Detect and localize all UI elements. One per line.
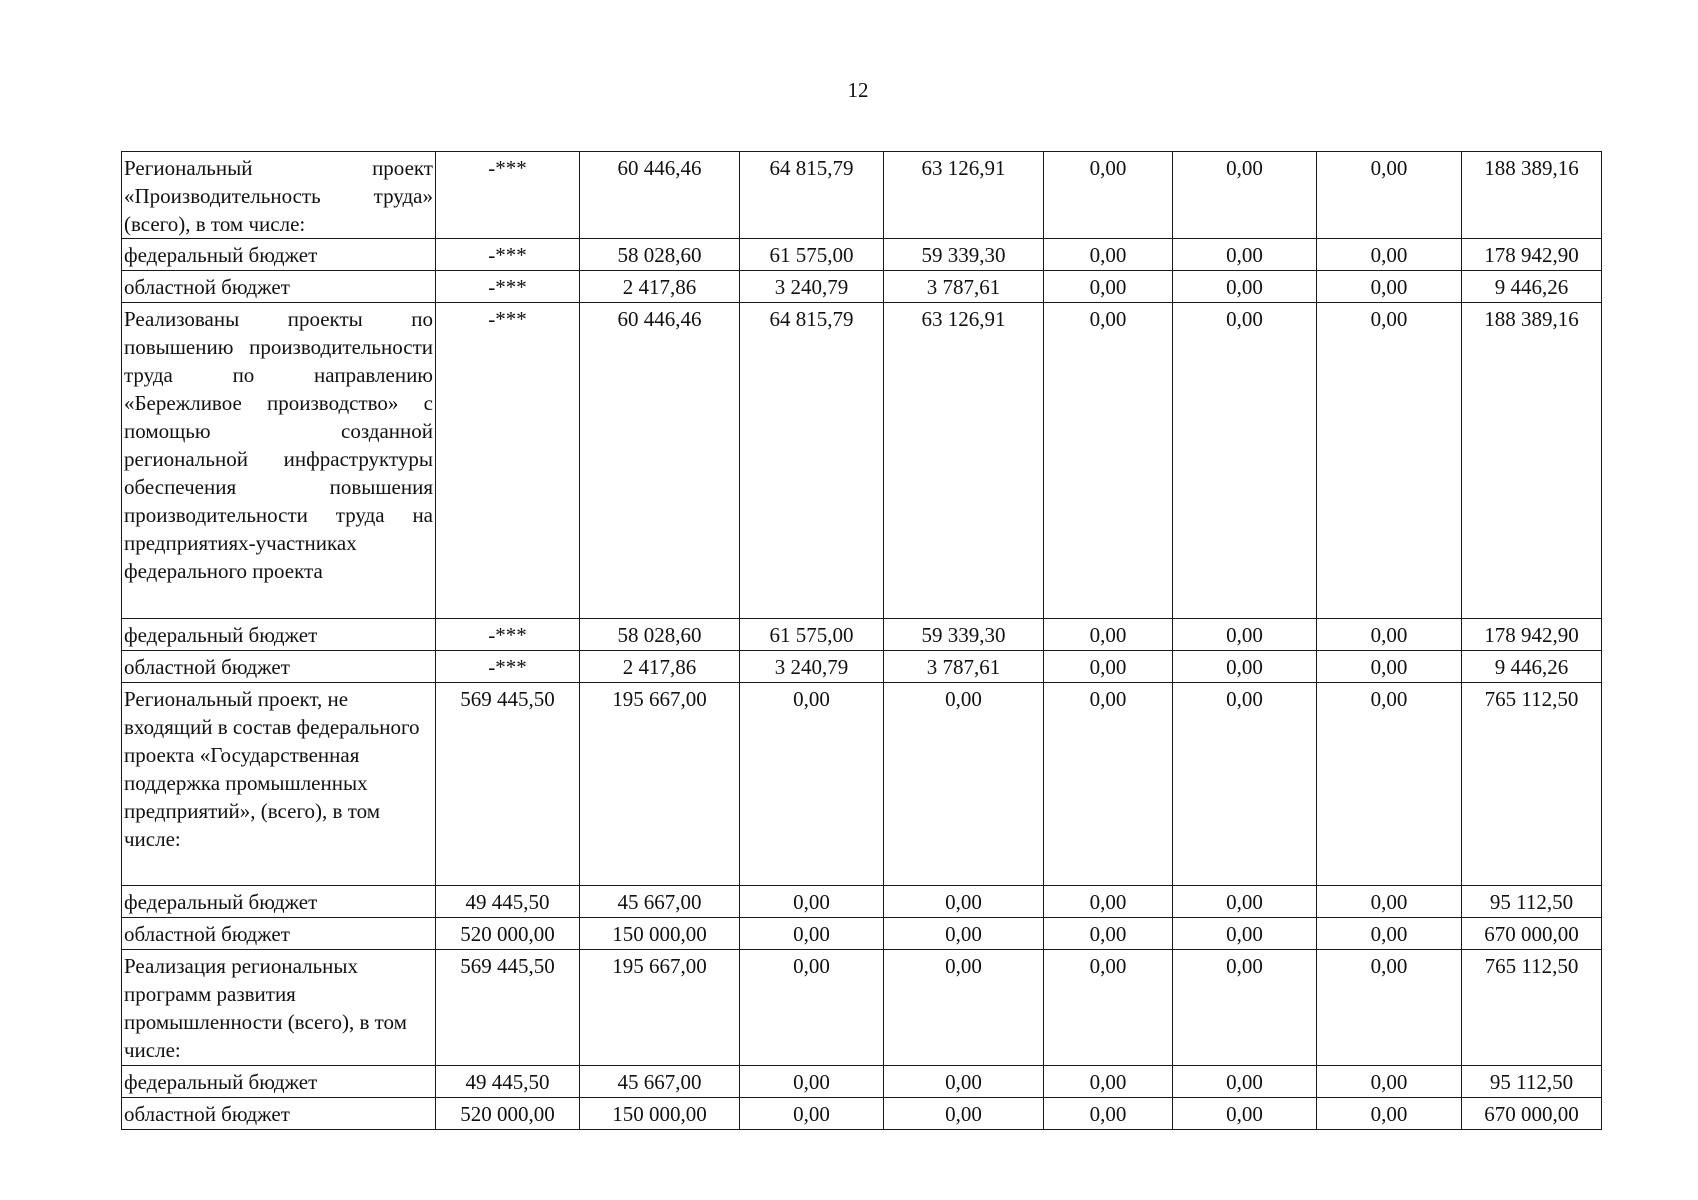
value-cell: 0,00 [884, 683, 1044, 886]
value-cell: -*** [436, 239, 580, 271]
row-label: федеральный бюджет [122, 239, 436, 271]
value-cell: 45 667,00 [580, 1066, 740, 1098]
value-cell: 59 339,30 [884, 619, 1044, 651]
value-cell: 3 240,79 [740, 651, 884, 683]
total-cell: 178 942,90 [1462, 239, 1602, 271]
row-label: областной бюджет [122, 651, 436, 683]
table-row [122, 1098, 1602, 1130]
table-body [122, 152, 1602, 1130]
value-cell: 59 339,30 [884, 239, 1044, 271]
value-cell: 49 445,50 [436, 1066, 580, 1098]
value-cell: 0,00 [1173, 918, 1317, 950]
row-label: Региональный проект, не входящий в состав федерального проекта «Государственная поддержка промышленных предприятий», (всего), в том числе: [122, 683, 436, 886]
value-cell: 0,00 [1044, 239, 1173, 271]
value-cell: 64 815,79 [740, 303, 884, 619]
value-cell: 0,00 [1173, 303, 1317, 619]
page-number: 12 [847, 78, 869, 102]
table-row [122, 950, 1602, 1066]
row-label: федеральный бюджет [122, 1066, 436, 1098]
value-cell: 0,00 [740, 886, 884, 918]
value-cell: 0,00 [1317, 950, 1462, 1066]
value-cell: 0,00 [1173, 152, 1317, 239]
row-label: федеральный бюджет [122, 619, 436, 651]
value-cell: 58 028,60 [580, 239, 740, 271]
value-cell: 0,00 [1317, 1066, 1462, 1098]
table-row [122, 886, 1602, 918]
value-cell: 0,00 [1044, 303, 1173, 619]
value-cell: 520 000,00 [436, 918, 580, 950]
value-cell: -*** [436, 271, 580, 303]
value-cell: 520 000,00 [436, 1098, 580, 1130]
value-cell: 0,00 [740, 683, 884, 886]
value-cell: 0,00 [1044, 1098, 1173, 1130]
row-label: областной бюджет [122, 1098, 436, 1130]
value-cell: 3 787,61 [884, 271, 1044, 303]
row-label: Реализованы проекты по повышению производительности труда по направлению «Бережливое производство» с помощью созданной региональной инфраструктуры обеспечения повышения производительности труда на предприятиях-участниках федерального проекта [122, 303, 436, 619]
value-cell: 0,00 [1317, 271, 1462, 303]
table-row [122, 239, 1602, 271]
table-row [122, 619, 1602, 651]
value-cell: 45 667,00 [580, 886, 740, 918]
value-cell: 150 000,00 [580, 1098, 740, 1130]
table-row [122, 651, 1602, 683]
value-cell: 0,00 [1317, 886, 1462, 918]
total-cell: 188 389,16 [1462, 152, 1602, 239]
value-cell: 49 445,50 [436, 886, 580, 918]
value-cell: 0,00 [1044, 1066, 1173, 1098]
value-cell: 0,00 [1317, 1098, 1462, 1130]
value-cell: 0,00 [884, 950, 1044, 1066]
total-cell: 188 389,16 [1462, 303, 1602, 619]
value-cell: 0,00 [1044, 651, 1173, 683]
row-label: Региональный проект «Производительность труда» (всего), в том числе: [122, 152, 436, 239]
table-row [122, 683, 1602, 886]
value-cell: 0,00 [1317, 303, 1462, 619]
value-cell: 58 028,60 [580, 619, 740, 651]
value-cell: 60 446,46 [580, 152, 740, 239]
budget-table [121, 151, 1602, 1130]
value-cell: 0,00 [1044, 619, 1173, 651]
row-label: Реализация региональных программ развития промышленности (всего), в том числе: [122, 950, 436, 1066]
value-cell: 63 126,91 [884, 152, 1044, 239]
value-cell: 0,00 [1044, 271, 1173, 303]
value-cell: 0,00 [1044, 950, 1173, 1066]
total-cell: 178 942,90 [1462, 619, 1602, 651]
value-cell: -*** [436, 152, 580, 239]
value-cell: 61 575,00 [740, 239, 884, 271]
value-cell: 0,00 [1173, 950, 1317, 1066]
value-cell: 0,00 [740, 950, 884, 1066]
value-cell: 0,00 [884, 1066, 1044, 1098]
value-cell: 0,00 [1173, 619, 1317, 651]
total-cell: 9 446,26 [1462, 271, 1602, 303]
value-cell: 3 240,79 [740, 271, 884, 303]
table-row [122, 1066, 1602, 1098]
value-cell: 60 446,46 [580, 303, 740, 619]
row-label: федеральный бюджет [122, 886, 436, 918]
total-cell: 670 000,00 [1462, 918, 1602, 950]
value-cell: 0,00 [1044, 152, 1173, 239]
value-cell: -*** [436, 651, 580, 683]
value-cell: 2 417,86 [580, 651, 740, 683]
value-cell: 150 000,00 [580, 918, 740, 950]
value-cell: 0,00 [1173, 271, 1317, 303]
value-cell: -*** [436, 619, 580, 651]
value-cell: 195 667,00 [580, 950, 740, 1066]
value-cell: 0,00 [1044, 886, 1173, 918]
value-cell: 64 815,79 [740, 152, 884, 239]
value-cell: 61 575,00 [740, 619, 884, 651]
value-cell: 0,00 [1317, 152, 1462, 239]
table-row [122, 271, 1602, 303]
value-cell: 0,00 [740, 918, 884, 950]
value-cell: 0,00 [1317, 683, 1462, 886]
value-cell: 0,00 [884, 918, 1044, 950]
value-cell: 0,00 [1173, 651, 1317, 683]
value-cell: 195 667,00 [580, 683, 740, 886]
value-cell: 0,00 [1173, 683, 1317, 886]
value-cell: 0,00 [1173, 239, 1317, 271]
total-cell: 95 112,50 [1462, 1066, 1602, 1098]
table-row [122, 918, 1602, 950]
total-cell: 9 446,26 [1462, 651, 1602, 683]
row-label: областной бюджет [122, 918, 436, 950]
value-cell: 0,00 [1317, 651, 1462, 683]
value-cell: 63 126,91 [884, 303, 1044, 619]
row-label: областной бюджет [122, 271, 436, 303]
value-cell: 569 445,50 [436, 683, 580, 886]
value-cell: 0,00 [1317, 918, 1462, 950]
table-row [122, 303, 1602, 619]
total-cell: 765 112,50 [1462, 950, 1602, 1066]
value-cell: 569 445,50 [436, 950, 580, 1066]
value-cell: 0,00 [1044, 918, 1173, 950]
total-cell: 765 112,50 [1462, 683, 1602, 886]
value-cell: 0,00 [740, 1066, 884, 1098]
value-cell: -*** [436, 303, 580, 619]
total-cell: 670 000,00 [1462, 1098, 1602, 1130]
value-cell: 0,00 [884, 1098, 1044, 1130]
value-cell: 0,00 [1173, 1098, 1317, 1130]
value-cell: 2 417,86 [580, 271, 740, 303]
value-cell: 0,00 [1317, 619, 1462, 651]
table-row [122, 152, 1602, 239]
value-cell: 3 787,61 [884, 651, 1044, 683]
value-cell: 0,00 [1173, 886, 1317, 918]
total-cell: 95 112,50 [1462, 886, 1602, 918]
value-cell: 0,00 [1044, 683, 1173, 886]
value-cell: 0,00 [1173, 1066, 1317, 1098]
value-cell: 0,00 [884, 886, 1044, 918]
value-cell: 0,00 [1317, 239, 1462, 271]
value-cell: 0,00 [740, 1098, 884, 1130]
